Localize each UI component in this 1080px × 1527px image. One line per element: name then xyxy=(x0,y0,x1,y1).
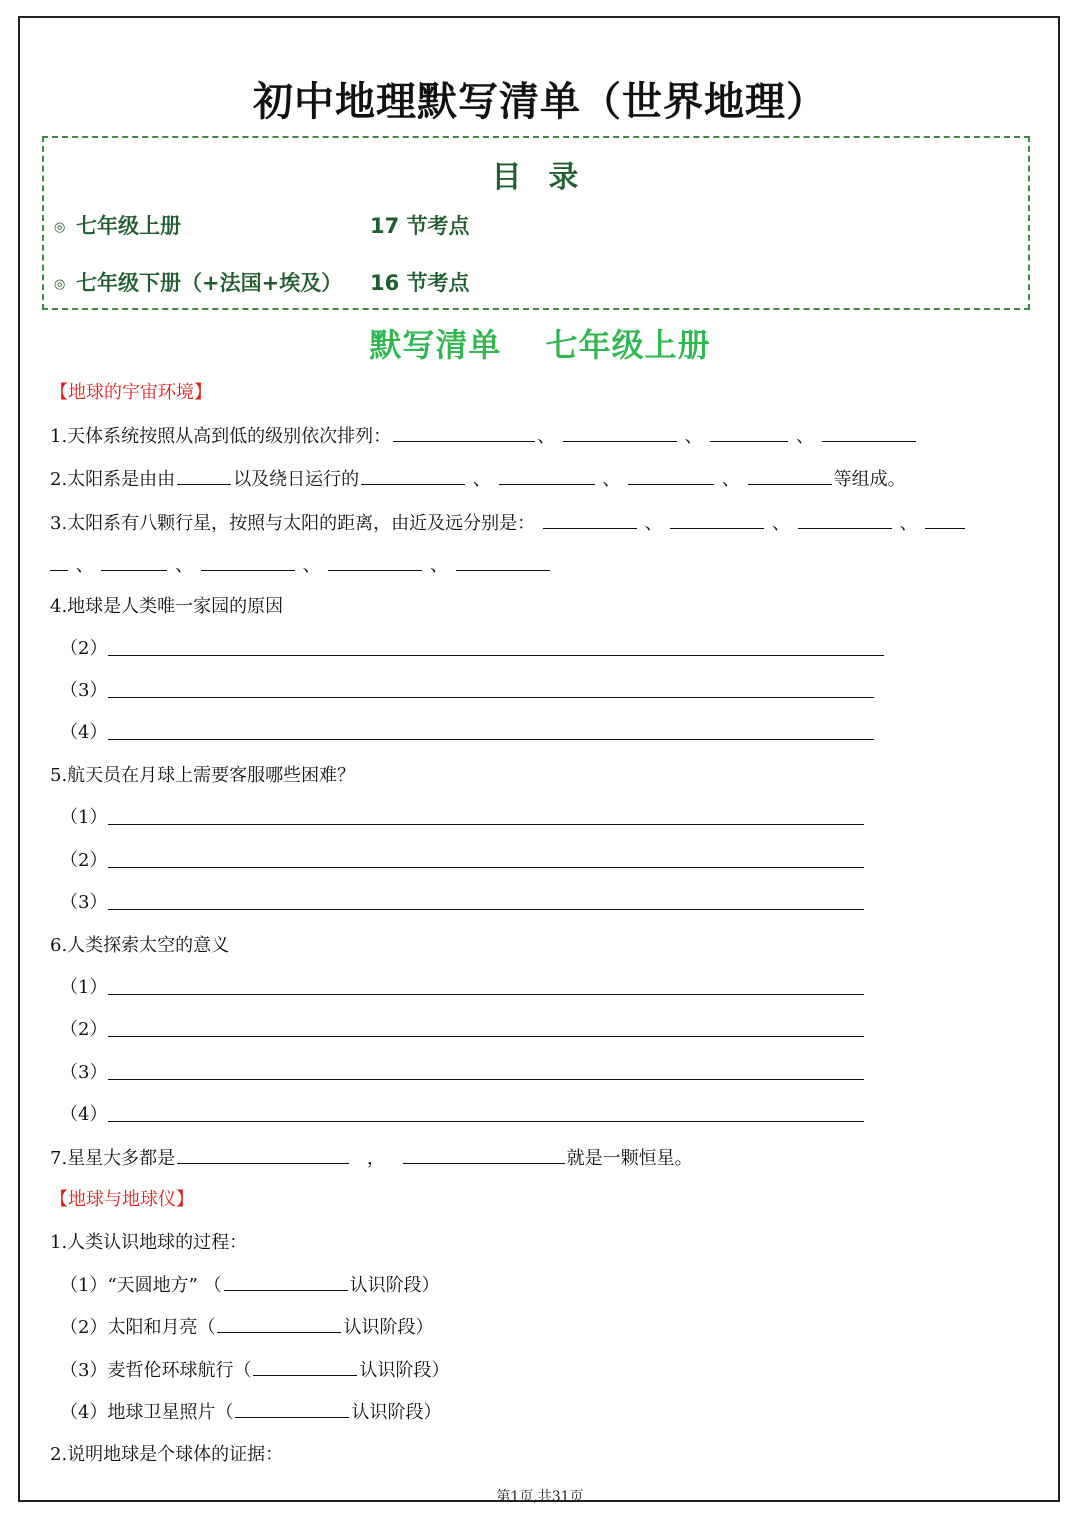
page-footer: 第1页,共31页 xyxy=(496,1489,584,1505)
question-text: 7.星星大多都是 xyxy=(50,1148,176,1169)
stage-line xyxy=(60,1312,433,1339)
stage-label: （1）“天圆地方” （ xyxy=(60,1275,222,1296)
separator: 、 xyxy=(772,513,791,534)
question-line xyxy=(50,1143,693,1170)
toc-title: 目 录 xyxy=(491,160,581,195)
section-heading: 【地球与地球仪】 xyxy=(50,1189,194,1210)
stage-suffix: 认识阶段） xyxy=(351,1402,442,1423)
question-text: 就是一颗恒星。 xyxy=(566,1148,693,1169)
answer-blank[interactable] xyxy=(670,508,764,529)
toc-item-count: 16 节考点 xyxy=(370,271,470,295)
answer-line[interactable] xyxy=(108,697,874,698)
stage-suffix: 认识阶段） xyxy=(343,1317,434,1338)
item-number: （2） xyxy=(60,638,108,659)
answer-line[interactable] xyxy=(108,739,874,740)
target-bullet-icon: ◎ xyxy=(54,219,66,235)
answer-line[interactable] xyxy=(108,994,864,995)
answer-blank[interactable] xyxy=(710,421,788,442)
question-text: 1.天体系统按照从高到低的级别依次排列： xyxy=(50,426,392,447)
separator: 、 xyxy=(721,469,740,490)
answer-item xyxy=(60,676,107,702)
answer-blank[interactable] xyxy=(403,1143,565,1164)
stage-line xyxy=(60,1270,440,1297)
answer-line[interactable] xyxy=(108,824,864,825)
stage-label: （3）麦哲伦环球航行（ xyxy=(60,1360,252,1381)
separator: 、 xyxy=(602,469,621,490)
item-number: （2） xyxy=(60,1019,108,1040)
answer-line[interactable] xyxy=(108,655,884,656)
answer-blank[interactable] xyxy=(177,1143,349,1164)
answer-item xyxy=(60,888,107,914)
answer-blank[interactable] xyxy=(361,464,465,485)
separator: 、 xyxy=(430,555,449,576)
question-text: 5.航天员在月球上需要客服哪些困难？ xyxy=(50,765,356,786)
stage-suffix: 认识阶段） xyxy=(349,1275,440,1296)
section-heading: 【地球的宇宙环境】 xyxy=(50,382,212,403)
toc-item[interactable] xyxy=(54,210,470,244)
item-number: （1） xyxy=(60,977,108,998)
separator: 、 xyxy=(175,555,194,576)
answer-item xyxy=(60,1100,107,1126)
question-text: 等组成。 xyxy=(833,469,906,490)
answer-line[interactable] xyxy=(108,867,864,868)
item-number: （1） xyxy=(60,807,108,828)
answer-blank[interactable] xyxy=(499,464,595,485)
separator: 、 xyxy=(302,555,321,576)
target-bullet-icon: ◎ xyxy=(54,276,66,292)
toc-item-count: 17 节考点 xyxy=(370,214,470,238)
item-number: （3） xyxy=(60,680,108,701)
question-text: 1.人类认识地球的过程： xyxy=(50,1232,248,1253)
question-text: 6.人类探索太空的意义 xyxy=(50,935,230,956)
separator: ， xyxy=(366,1148,385,1169)
separator: 、 xyxy=(75,555,94,576)
answer-blank[interactable] xyxy=(822,421,916,442)
item-number: （3） xyxy=(60,892,108,913)
question-text: 2.太阳系是由由 xyxy=(50,469,176,490)
answer-item xyxy=(60,1015,107,1041)
answer-line[interactable] xyxy=(108,1079,864,1080)
answer-line[interactable] xyxy=(108,1121,864,1122)
separator: 、 xyxy=(899,513,918,534)
toc-item-name: 七年级上册 xyxy=(76,214,181,238)
question-text: 4.地球是人类唯一家园的原因 xyxy=(50,596,284,617)
answer-blank[interactable] xyxy=(748,464,832,485)
answer-blank[interactable] xyxy=(101,550,167,571)
document-title: 初中地理默写清单（世界地理） xyxy=(253,79,827,125)
answer-blank[interactable] xyxy=(235,1397,349,1418)
answer-blank[interactable] xyxy=(925,508,965,529)
toc-item[interactable] xyxy=(54,267,470,301)
stage-label: （2）太阳和月亮（ xyxy=(60,1317,216,1338)
answer-blank[interactable] xyxy=(798,508,892,529)
answer-blank[interactable] xyxy=(563,421,677,442)
answer-blank[interactable] xyxy=(253,1355,357,1376)
answer-blank[interactable] xyxy=(224,1270,348,1291)
answer-item xyxy=(60,718,107,744)
question-line xyxy=(50,464,906,491)
answer-blank[interactable] xyxy=(217,1312,341,1333)
table-of-contents xyxy=(42,136,1030,310)
answer-item xyxy=(60,803,107,829)
question-line xyxy=(50,508,967,535)
answer-line[interactable] xyxy=(108,909,864,910)
item-number: （4） xyxy=(60,722,108,743)
question-text: 3.太阳系有八颗行星，按照与太阳的距离，由近及远分别是： xyxy=(50,513,536,534)
answer-item xyxy=(60,1058,107,1084)
answer-item xyxy=(60,634,107,660)
question-line-continued xyxy=(50,550,552,577)
stage-suffix: 认识阶段） xyxy=(359,1360,450,1381)
answer-blank[interactable] xyxy=(456,550,550,571)
separator: 、 xyxy=(537,426,556,447)
item-number: （2） xyxy=(60,850,108,871)
answer-blank[interactable] xyxy=(393,421,535,442)
toc-item-name: 七年级下册（+法国+埃及） xyxy=(76,271,343,295)
question-text: 以及绕日运行的 xyxy=(233,469,360,490)
item-number: （4） xyxy=(60,1104,108,1125)
item-number: （3） xyxy=(60,1062,108,1083)
separator: 、 xyxy=(684,426,703,447)
answer-line[interactable] xyxy=(108,1036,864,1037)
stage-line xyxy=(60,1397,441,1424)
answer-blank[interactable] xyxy=(201,550,295,571)
answer-item xyxy=(60,973,107,999)
separator: 、 xyxy=(472,469,491,490)
question-text: 2.说明地球是个球体的证据： xyxy=(50,1444,284,1465)
section-title: 默写清单 七年级上册 xyxy=(369,326,711,364)
answer-blank[interactable] xyxy=(543,508,637,529)
answer-blank[interactable] xyxy=(177,464,231,485)
separator: 、 xyxy=(796,426,815,447)
answer-blank[interactable] xyxy=(628,464,714,485)
question-line xyxy=(50,421,918,448)
stage-line xyxy=(60,1355,449,1382)
separator: 、 xyxy=(644,513,663,534)
answer-blank[interactable] xyxy=(328,550,422,571)
answer-blank[interactable] xyxy=(50,550,68,571)
answer-item xyxy=(60,846,107,872)
stage-label: （4）地球卫星照片（ xyxy=(60,1402,234,1423)
